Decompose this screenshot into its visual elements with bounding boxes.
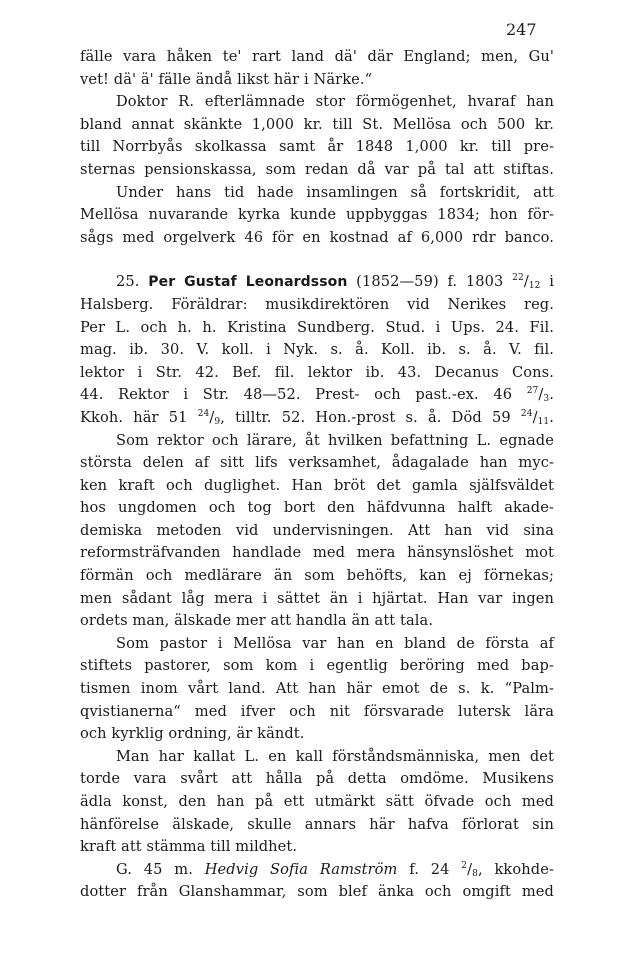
entry-name: Per Gustaf Leonardsson bbox=[148, 274, 348, 291]
text-line: Halsberg. Föräldrar: musikdirektören vid Nerikes reg. bbox=[80, 295, 554, 313]
text-line: Under hans tid hade insamlingen så fortskridit, att bbox=[116, 183, 554, 201]
text-line: ken kraft och duglighet. Han bröt det gamla själfsväldet bbox=[80, 476, 554, 494]
text-line: och kyrklig ordning, är kändt. bbox=[80, 725, 305, 743]
text-line: till Norrbyås skolkassa samt år 1848 1,000 kr. till pre- bbox=[80, 138, 554, 156]
text-line: största delen af sitt lifs verksamhet, ådagalade han myc- bbox=[80, 454, 554, 472]
fraction-numerator: 24 bbox=[520, 408, 533, 419]
text-fragment: . bbox=[549, 386, 554, 404]
text-fragment: . bbox=[549, 408, 555, 426]
intro-paragraph bbox=[80, 46, 554, 91]
entry-period: (1852—59) f. 1803 bbox=[356, 273, 504, 291]
text-line: dotter från Glanshammar, som blef änka och omgift med bbox=[80, 883, 554, 901]
text-line: kraft att stämma till mildhet. bbox=[80, 838, 298, 856]
text-fragment: G. 45 m. bbox=[116, 860, 193, 878]
text-line: Man har kallat L. en kall förståndsmänniska, men det bbox=[116, 747, 554, 765]
text-line: bland annat skänkte 1,000 kr. till St. Mellösa och 500 kr. bbox=[80, 115, 554, 133]
paragraph-pastor bbox=[80, 633, 554, 746]
text-line: ordets man, älskade mer att handla än att tala. bbox=[80, 612, 434, 630]
text-fragment: 44. Rektor i Str. 48—52. Prest- och past.-ex. 46 bbox=[80, 386, 513, 404]
text-line: sågs med orgelverk 46 för en kostnad af 6,000 rdr banco. bbox=[80, 228, 554, 246]
text-line: Per L. och h. h. Kristina Sundberg. Stud. i Ups. 24. Fil. bbox=[80, 318, 554, 336]
wife-name: Hedvig Sofia Ramström bbox=[204, 860, 398, 878]
text-line: Mellösa nuvarande kyrka kunde uppbyggas 1834; hon för- bbox=[80, 206, 554, 224]
text-line: lektor i Str. 42. Bef. fil. lektor ib. 43. Decanus Cons. bbox=[80, 363, 554, 381]
text-line: vet! dä' ä' fälle ändå likst här i Närke.“ bbox=[80, 70, 373, 88]
text-fragment: i bbox=[549, 273, 554, 291]
fraction-numerator: 22 bbox=[512, 273, 524, 284]
entry-heading-line: 25. Per Gustaf Leonardsson (1852—59) f. 1803 $^{22}/_{12}$ i bbox=[116, 273, 554, 292]
fraction-numerator: 2 bbox=[461, 860, 468, 871]
text-line: ädla konst, den han på ett utmärkt sätt öfvade och med bbox=[80, 793, 554, 810]
entry-line-6: 44. Rektor i Str. 48—52. Prest- och past.-ex. 46 $^{27}/_3$. bbox=[80, 386, 554, 405]
fraction-numerator: 24 bbox=[197, 408, 210, 419]
entry-number: 25. bbox=[116, 273, 140, 291]
page-body bbox=[80, 46, 554, 904]
text-line: demiska metoden vid undervisningen. Att han vid sina bbox=[80, 521, 554, 539]
text-line: Som rektor och lärare, åt hvilken befattning L. egnade bbox=[116, 431, 554, 449]
fraction-denominator: 12 bbox=[528, 281, 541, 292]
text-line: hos ungdomen och tog bort den häfdvunna halft akade- bbox=[80, 499, 554, 517]
text-line: tismen inom vårt land. Att han här emot de s. k. “Palm- bbox=[80, 680, 554, 698]
entry-line-7: Kkoh. här 51 $^{24}/_9$, tilltr. 52. Hon.-prost s. å. Död 59 $^{24}/_{11}$. bbox=[80, 408, 555, 427]
text-line: torde vara svårt att hålla på detta omdöme. Musikens bbox=[80, 770, 554, 788]
text-fragment: f. 24 bbox=[409, 860, 450, 878]
text-fragment: Kkoh. här 51 bbox=[80, 408, 188, 426]
text-line: qvistianerna“ med ifver och nit försvarade lutersk lära bbox=[80, 702, 554, 720]
fraction-denominator: 11 bbox=[537, 416, 550, 427]
fraction-denominator: 8 bbox=[472, 868, 478, 879]
text-line: stiftets pastorer, som kom i egentlig beröring med bap- bbox=[80, 657, 554, 675]
text-line: men sådant låg mera i sättet än i hjärtat. Han var ingen bbox=[80, 589, 554, 607]
fraction-denominator: 3 bbox=[543, 394, 550, 405]
text-line: hänförelse älskade, skulle annars här hafva förlorat sin bbox=[80, 815, 554, 833]
text-line: reformsträfvanden handlade med mera hänsynslöshet mot bbox=[80, 544, 554, 562]
paragraph-doktor bbox=[80, 91, 554, 181]
section-gap bbox=[80, 249, 554, 271]
paragraph-under bbox=[80, 182, 554, 250]
text-line: förmän och medlärare än som behöfts, kan ej förnekas; bbox=[80, 567, 554, 585]
text-line: sternas pensionskassa, som redan då var på tal att stiftas. bbox=[80, 160, 554, 178]
fraction-numerator: 27 bbox=[526, 386, 539, 397]
paragraph-rektor bbox=[80, 430, 554, 633]
page-number: 247 bbox=[506, 20, 537, 39]
text-fragment: , tilltr. 52. Hon.-prost s. å. Död 59 bbox=[220, 408, 511, 426]
marriage-line: G. 45 m. Hedvig Sofia Ramström f. 24 $^2/_8$, kkohde- bbox=[116, 860, 554, 879]
paragraph-gift bbox=[80, 859, 554, 904]
paragraph-kallat bbox=[80, 746, 554, 859]
biography-entry bbox=[80, 271, 554, 429]
text-line: Som pastor i Mellösa var han en bland de första af bbox=[116, 634, 554, 652]
text-line: Doktor R. efterlämnade stor förmögenhet, hvaraf han bbox=[116, 93, 554, 111]
text-line: mag. ib. 30. V. koll. i Nyk. s. å. Koll. ib. s. å. V. fil. bbox=[80, 341, 554, 359]
fraction-denominator: 9 bbox=[214, 416, 221, 427]
text-fragment: , kkohde- bbox=[477, 860, 554, 878]
text-line: fälle vara håken te' rart land dä' där England; men, Gu' bbox=[80, 48, 554, 65]
